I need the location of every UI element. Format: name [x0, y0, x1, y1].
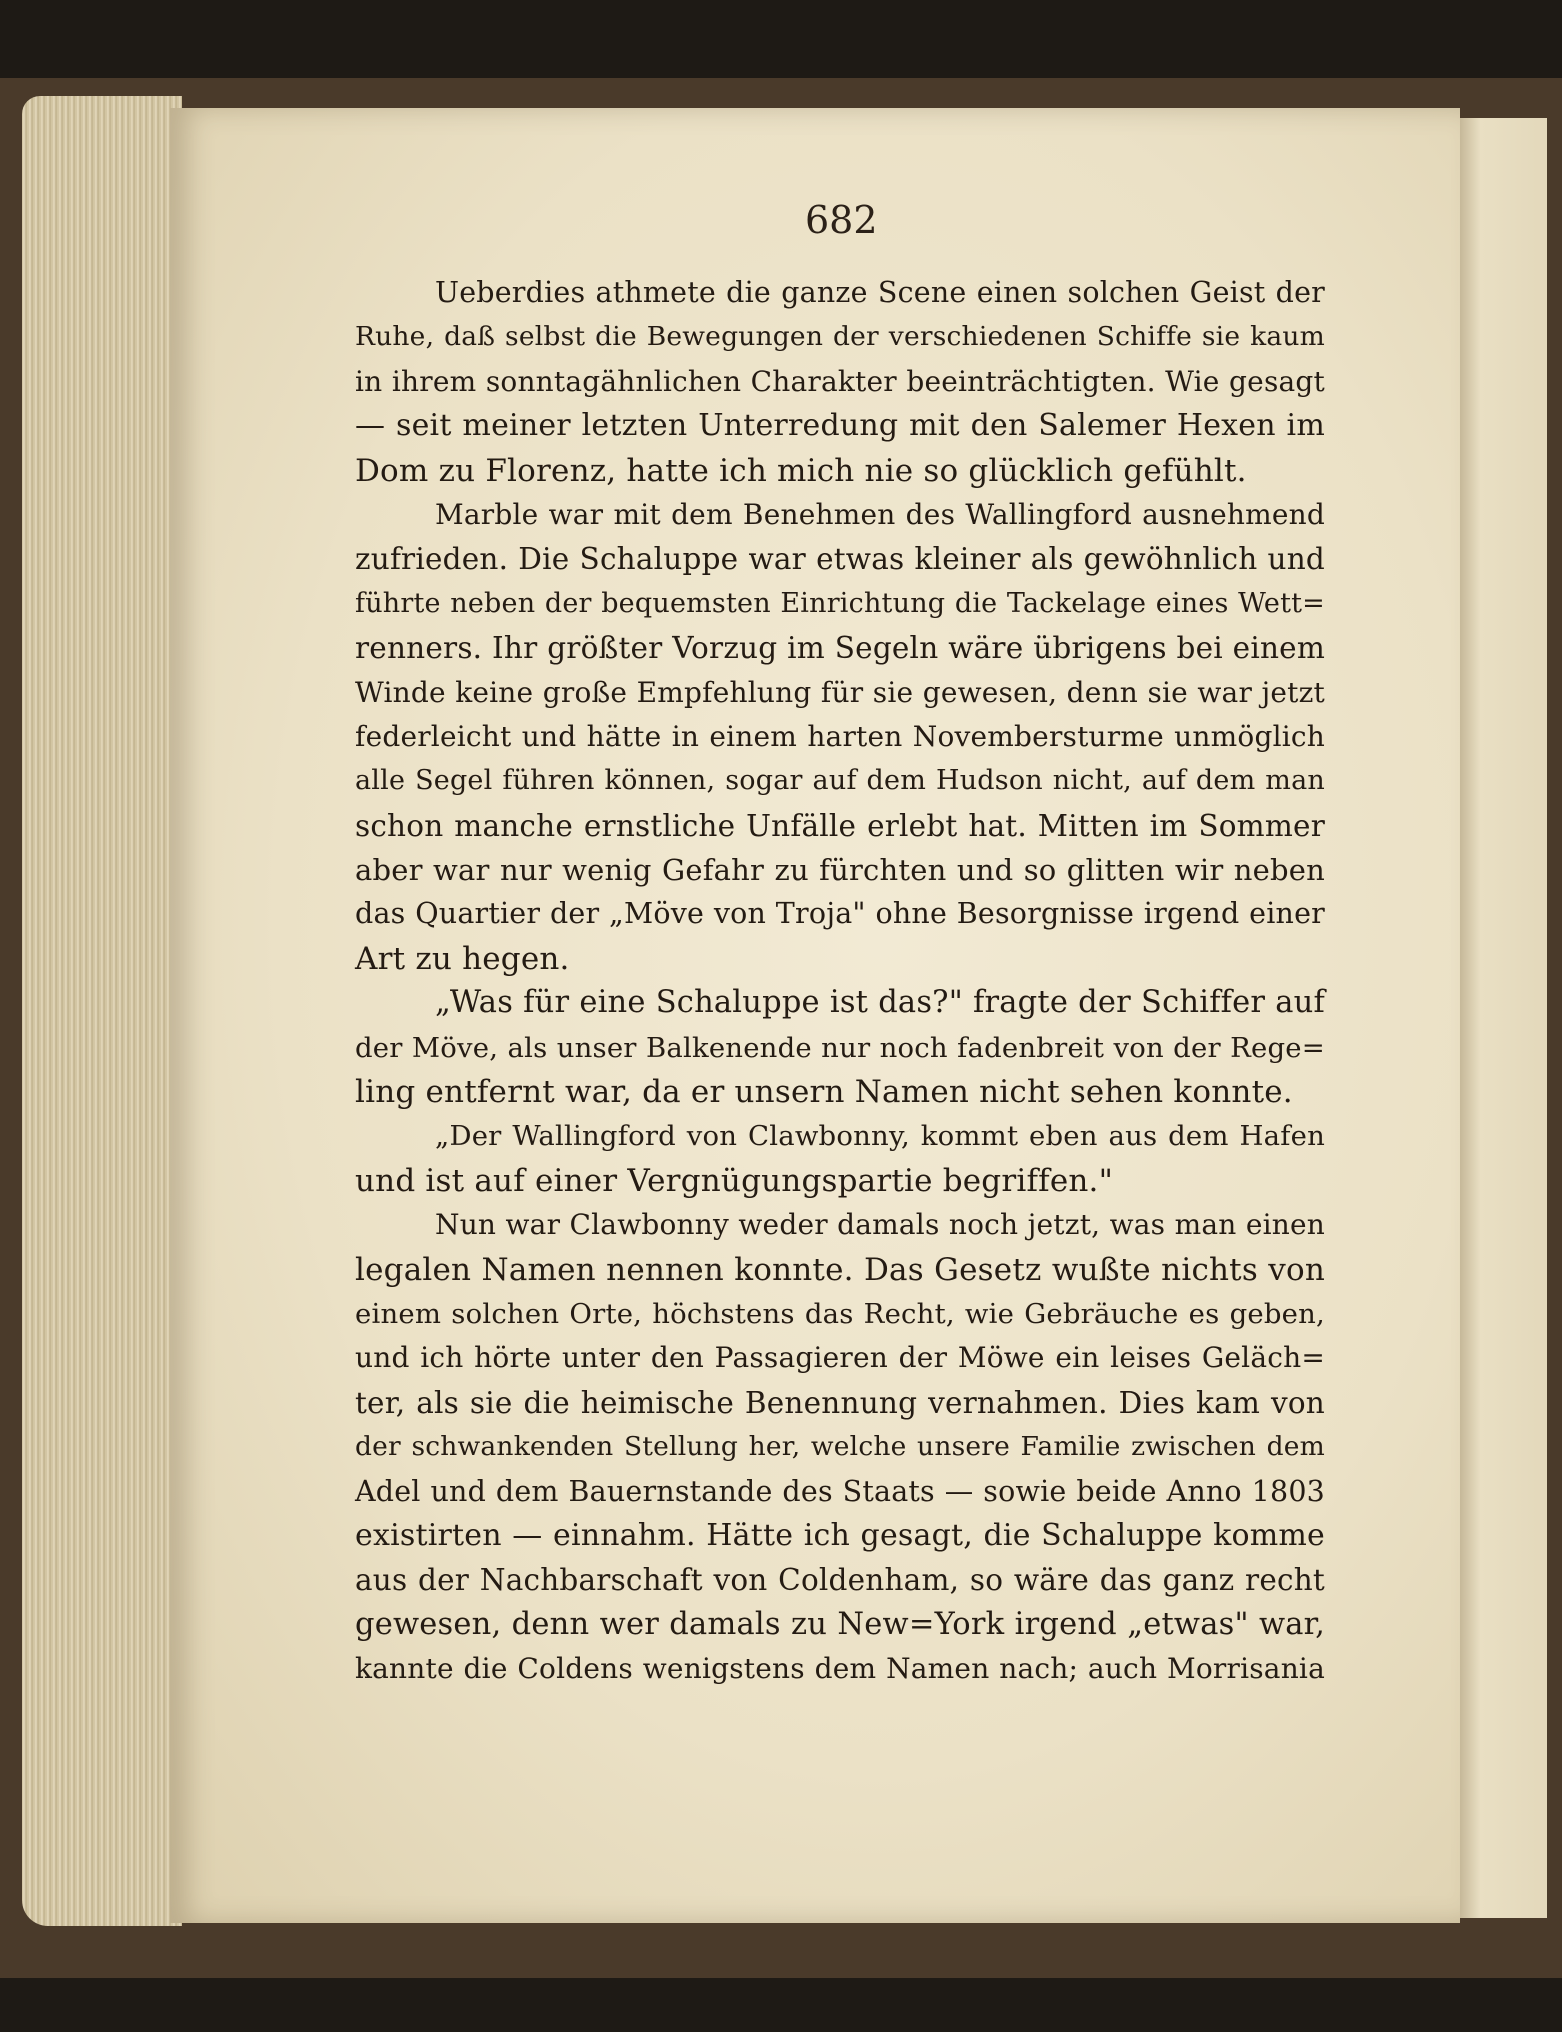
text-line: kannte die Coldens wenigstens dem Namen nach; auch Morrisania: [355, 1652, 1325, 1686]
text-line: ter, als sie die heimische Benennung vernahmen. Dies kam von: [355, 1385, 1325, 1420]
text-line: Ruhe, daß selbst die Bewegungen der verschiedenen Schiffe sie kaum: [355, 321, 1325, 353]
text-line: der Möve, als unser Balkenende nur noch fadenbreit von der Rege=: [355, 1031, 1325, 1064]
page-number: 682: [805, 198, 878, 242]
facing-page-edge: [1452, 118, 1547, 1918]
text-line: zufrieden. Die Schaluppe war etwas kleiner als gewöhnlich und: [355, 542, 1325, 577]
text-line: und ist auf einer Vergnügungspartie begriffen.": [355, 1162, 1114, 1199]
body-text: [355, 271, 1325, 1692]
text-line: gewesen, denn wer damals zu New=York irgend „etwas" war,: [355, 1606, 1325, 1642]
text-line: legalen Namen nennen konnte. Das Gesetz wußte nichts von: [355, 1251, 1325, 1288]
text-line: Adel und dem Bauernstande des Staats — sowie beide Anno 1803: [355, 1474, 1325, 1508]
text-line: Ueberdies athmete die ganze Scene einen solchen Geist der: [435, 276, 1325, 309]
text-line: einem solchen Orte, höchstens das Recht, wie Gebräuche es geben,: [355, 1297, 1325, 1330]
text-line: schon manche ernstliche Unfälle erlebt hat. Mitten im Sommer: [355, 808, 1325, 843]
text-line: Marble war mit dem Benehmen des Wallingford ausnehmend: [435, 497, 1325, 531]
text-line: „Der Wallingford von Clawbonny, kommt eben aus dem Hafen: [435, 1120, 1325, 1153]
text-line: in ihrem sonntagähnlichen Charakter beeinträchtigten. Wie gesagt: [355, 364, 1325, 398]
text-line: — seit meiner letzten Unterredung mit den Salemer Hexen im: [355, 408, 1325, 444]
text-line: Art zu hegen.: [355, 940, 570, 977]
text-line: Dom zu Florenz, hatte ich mich nie so glücklich gefühlt.: [355, 452, 1247, 489]
text-line: Nun war Clawbonny weder damals noch jetzt, was man einen: [435, 1208, 1325, 1242]
text-line: führte neben der bequemsten Einrichtung die Tackelage eines Wett=: [355, 587, 1325, 619]
text-line: ling entfernt war, da er unsern Namen nicht sehen konnte.: [355, 1074, 1293, 1111]
text-line: federleicht und hätte in einem harten Novembersturme unmöglich: [355, 719, 1325, 753]
text-line: aber war nur wenig Gefahr zu fürchten und so glitten wir neben: [355, 853, 1325, 888]
text-line: „Was für eine Schaluppe ist das?" fragte der Schiffer auf: [435, 985, 1325, 1021]
text-line: aus der Nachbarschaft von Coldenham, so wäre das ganz recht: [355, 1563, 1325, 1598]
text-line: existirten — einnahm. Hätte ich gesagt, die Schaluppe komme: [355, 1517, 1325, 1553]
text-line: renners. Ihr größter Vorzug im Segeln wäre übrigens bei einem: [355, 631, 1325, 666]
text-line: alle Segel führen können, sogar auf dem Hudson nicht, auf dem man: [355, 765, 1325, 797]
text-line: und ich hörte unter den Passagieren der Möwe ein leises Geläch=: [355, 1341, 1325, 1375]
page-stack-edge: [22, 96, 182, 1926]
text-line: der schwankenden Stellung her, welche unsere Familie zwischen dem: [355, 1431, 1325, 1463]
text-line: das Quartier der „Möve von Troja" ohne Besorgnisse irgend einer: [355, 897, 1325, 931]
text-line: Winde keine große Empfehlung für sie gewesen, denn sie war jetzt: [355, 675, 1325, 709]
